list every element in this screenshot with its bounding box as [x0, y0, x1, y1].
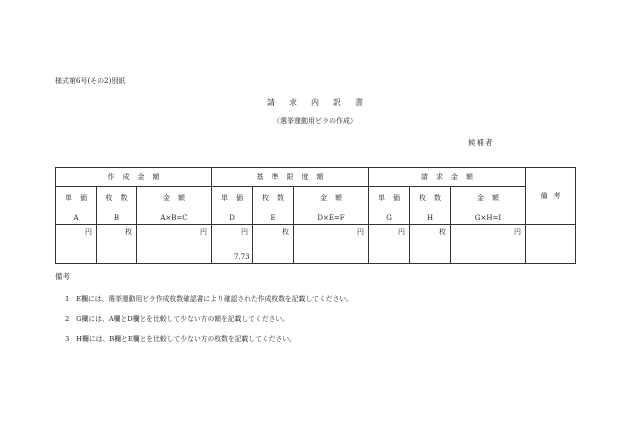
- column-code-h: H: [410, 206, 451, 225]
- column-code-d: D: [212, 206, 253, 225]
- candidate-label: 候補者: [468, 138, 494, 147]
- unit-label: 円: [357, 228, 364, 236]
- value-cell-c: [137, 225, 212, 264]
- column-header-amount: 金額: [294, 187, 369, 206]
- value-cell-f: [294, 225, 369, 264]
- column-header-unit-price: 単価: [56, 187, 97, 206]
- column-header-quantity: 枚数: [97, 187, 137, 206]
- column-code-c: A×B=C: [137, 206, 212, 225]
- group-header-claim-amount: 請求金額: [369, 168, 526, 187]
- column-code-i: G×H=I: [451, 206, 526, 225]
- column-code-a: A: [56, 206, 97, 225]
- remarks-cell: [526, 225, 576, 264]
- remarks-header: 備考: [526, 168, 576, 225]
- unit-price-d-value: 7.73: [234, 253, 250, 261]
- value-cell-g: [369, 225, 410, 264]
- group-header-production-amount: 作成金額: [56, 168, 212, 187]
- column-header-unit-price: 単価: [369, 187, 410, 206]
- unit-label: 枚: [282, 228, 289, 236]
- unit-label: 枚: [439, 228, 446, 236]
- column-header-quantity: 枚数: [410, 187, 451, 206]
- page-subtitle: （選挙運動用ビラの作成）: [273, 117, 357, 125]
- value-cell-b: [97, 225, 137, 264]
- unit-label: 円: [398, 228, 405, 236]
- unit-label: 円: [85, 228, 92, 236]
- unit-label: 円: [241, 228, 248, 236]
- note-item: 2 G欄には、A欄とD欄とを比較して少ない方の額を記載してください。: [65, 315, 290, 323]
- group-header-standard-limit: 基準限度額: [212, 168, 369, 187]
- form-number: 様式第6号(その2)別紙: [55, 77, 126, 85]
- value-cell-i: [451, 225, 526, 264]
- column-header-quantity: 枚数: [253, 187, 294, 206]
- notes-title: 備考: [55, 272, 70, 281]
- column-header-unit-price: 単価: [212, 187, 253, 206]
- unit-label: 枚: [125, 228, 132, 236]
- value-cell-a: [56, 225, 97, 264]
- unit-label: 円: [200, 228, 207, 236]
- column-header-amount: 金額: [137, 187, 212, 206]
- note-item: 1 E欄には、選挙運動用ビラ作成枚数確認書により確認された作成枚数を記載してください。: [65, 295, 353, 303]
- note-item: 3 H欄には、B欄とE欄とを比較して少ない方の枚数を記載してください。: [65, 335, 296, 343]
- unit-label: 円: [514, 228, 521, 236]
- claim-breakdown-table: [55, 167, 576, 264]
- column-code-f: D×E=F: [294, 206, 369, 225]
- page-title: 請求内訳書: [267, 98, 377, 107]
- column-code-e: E: [253, 206, 294, 225]
- column-code-g: G: [369, 206, 410, 225]
- value-cell-e: [253, 225, 294, 264]
- column-code-b: B: [97, 206, 137, 225]
- column-header-amount: 金額: [451, 187, 526, 206]
- value-cell-d: [212, 225, 253, 264]
- value-cell-h: [410, 225, 451, 264]
